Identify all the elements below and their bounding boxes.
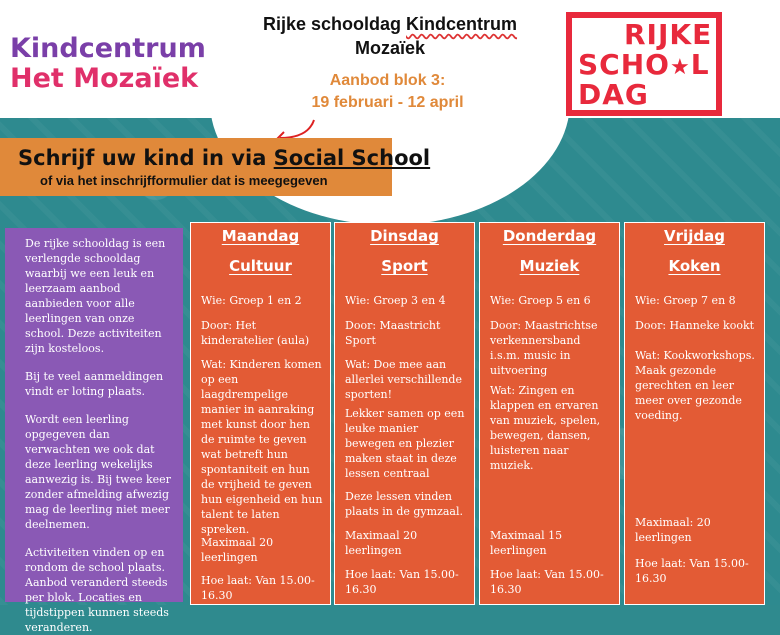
page-title (230, 12, 550, 60)
day-name: Maandag (221, 227, 300, 245)
day-theme: Muziek (519, 257, 580, 275)
day-card-dinsdag (334, 222, 475, 605)
signup-banner (0, 138, 431, 196)
logo-line2-end: L (690, 48, 710, 81)
day-tijd: Hoe laat: Van 15.00-16.30 (635, 557, 749, 585)
day-extra2: Deze lessen vinden plaats in de gymzaal. (345, 490, 463, 518)
logo-line2-text: SCHO (578, 48, 670, 81)
kindcentrum-title-line2: Het Mozaïek (10, 63, 199, 94)
day-card-maandag (190, 222, 331, 605)
day-max: Maximaal 15 leerlingen (490, 529, 563, 557)
social-school-link[interactable]: Social School (273, 146, 431, 170)
day-wat: Wat: Kinderen komen op een laagdrempelige manier in aanraking met kunst door hen de ruimte te geven wat betreft hun spontaniteit en hun de vrijheid te geven hun eigenheid en hun talent te laten spreken. (201, 358, 323, 536)
day-theme: Cultuur (229, 257, 292, 275)
day-card-donderdag (479, 222, 620, 605)
day-wat: Wat: Doe mee aan allerlei verschillende sporten! (345, 358, 462, 401)
day-door: Door: Maastricht Sport (345, 319, 441, 347)
page-title-word: Kindcentrum (406, 14, 518, 34)
intro-paragraph: Activiteiten vinden op en rondom de school plaats. Aanbod veranderd steeds per blok. Locaties en tijdstippen kunnen steeds veranderen. (25, 546, 169, 634)
intro-panel (5, 228, 183, 634)
day-theme: Sport (381, 257, 428, 275)
day-max: Maximaal 20 leerlingen (345, 529, 418, 557)
kindcentrum-title-line1: Kindcentrum (10, 33, 206, 64)
day-max: Maximaal: 20 leerlingen (635, 516, 711, 544)
day-wie: Wie: Groep 7 en 8 (635, 294, 736, 307)
day-wat: Wat: Kookworkshops. Maak gezonde gerechten en leer meer over gezonde voeding. (635, 349, 755, 422)
logo-line3: DAG (578, 78, 649, 111)
day-tijd: Hoe laat: Van 15.00-16.30 (345, 568, 459, 596)
aanbod-period (300, 70, 475, 114)
day-wat: Wat: Zingen en klappen en ervaren van muziek, spelen, bewegen, dansen, luisteren naar muziek. (490, 384, 601, 472)
intro-paragraph: Wordt een leerling opgegeven dan verwachten we ook dat deze leerling wekelijks aanwezig is. Bij twee keer zonder afmelding afwezig mag de leerling niet meer deelnemen. (25, 413, 171, 531)
intro-paragraph: De rijke schooldag is een verlengde schooldag waarbij we een leuk en leerzaam aanbod aanbieden voor alle leerlingen van onze school. Deze activiteiten zijn kosteloos. (25, 237, 166, 355)
signup-title-prefix: Schrijf uw kind in via (18, 146, 274, 170)
day-name: Vrijdag (664, 227, 725, 245)
kindcentrum-title (10, 34, 206, 94)
day-extra: Lekker samen op een leuke manier bewegen en plezier maken staat in deze lessen centraal (345, 407, 465, 480)
day-name: Donderdag (502, 227, 597, 245)
day-card-vrijdag (624, 222, 765, 605)
day-max: Maximaal 20 leerlingen (201, 536, 274, 564)
day-wie: Wie: Groep 5 en 6 (490, 294, 591, 307)
day-door: Door: Hanneke kookt (635, 319, 755, 332)
day-tijd: Hoe laat: Van 15.00-16.30 (490, 568, 604, 596)
signup-title (18, 145, 430, 171)
day-name: Dinsdag (370, 227, 439, 245)
day-wie: Wie: Groep 3 en 4 (345, 294, 446, 307)
day-door: Door: Het kinderatelier (aula) (201, 319, 310, 347)
rijke-schooldag-logo (566, 12, 722, 116)
day-wie: Wie: Groep 1 en 2 (201, 294, 302, 307)
day-door: Door: Maastrichtse verkennersband i.s.m. music in uitvoering (490, 319, 598, 377)
intro-paragraph: Bij te veel aanmeldingen vindt er loting plaats. (25, 370, 164, 398)
aanbod-line2: 19 februari - 12 april (311, 94, 464, 111)
page-title-prefix: Rijke schooldag (262, 14, 407, 34)
day-tijd: Hoe laat: Van 15.00-16.30 (201, 574, 315, 602)
page-title-line2: Mozaïek (354, 38, 426, 58)
signup-subtitle: of via het inschrijfformulier dat is meegegeven (40, 173, 328, 188)
aanbod-line1: Aanbod blok 3: (329, 72, 446, 89)
star-icon: ★ (669, 55, 691, 80)
logo-line1: RIJKE (624, 18, 713, 51)
day-theme: Koken (668, 257, 721, 275)
